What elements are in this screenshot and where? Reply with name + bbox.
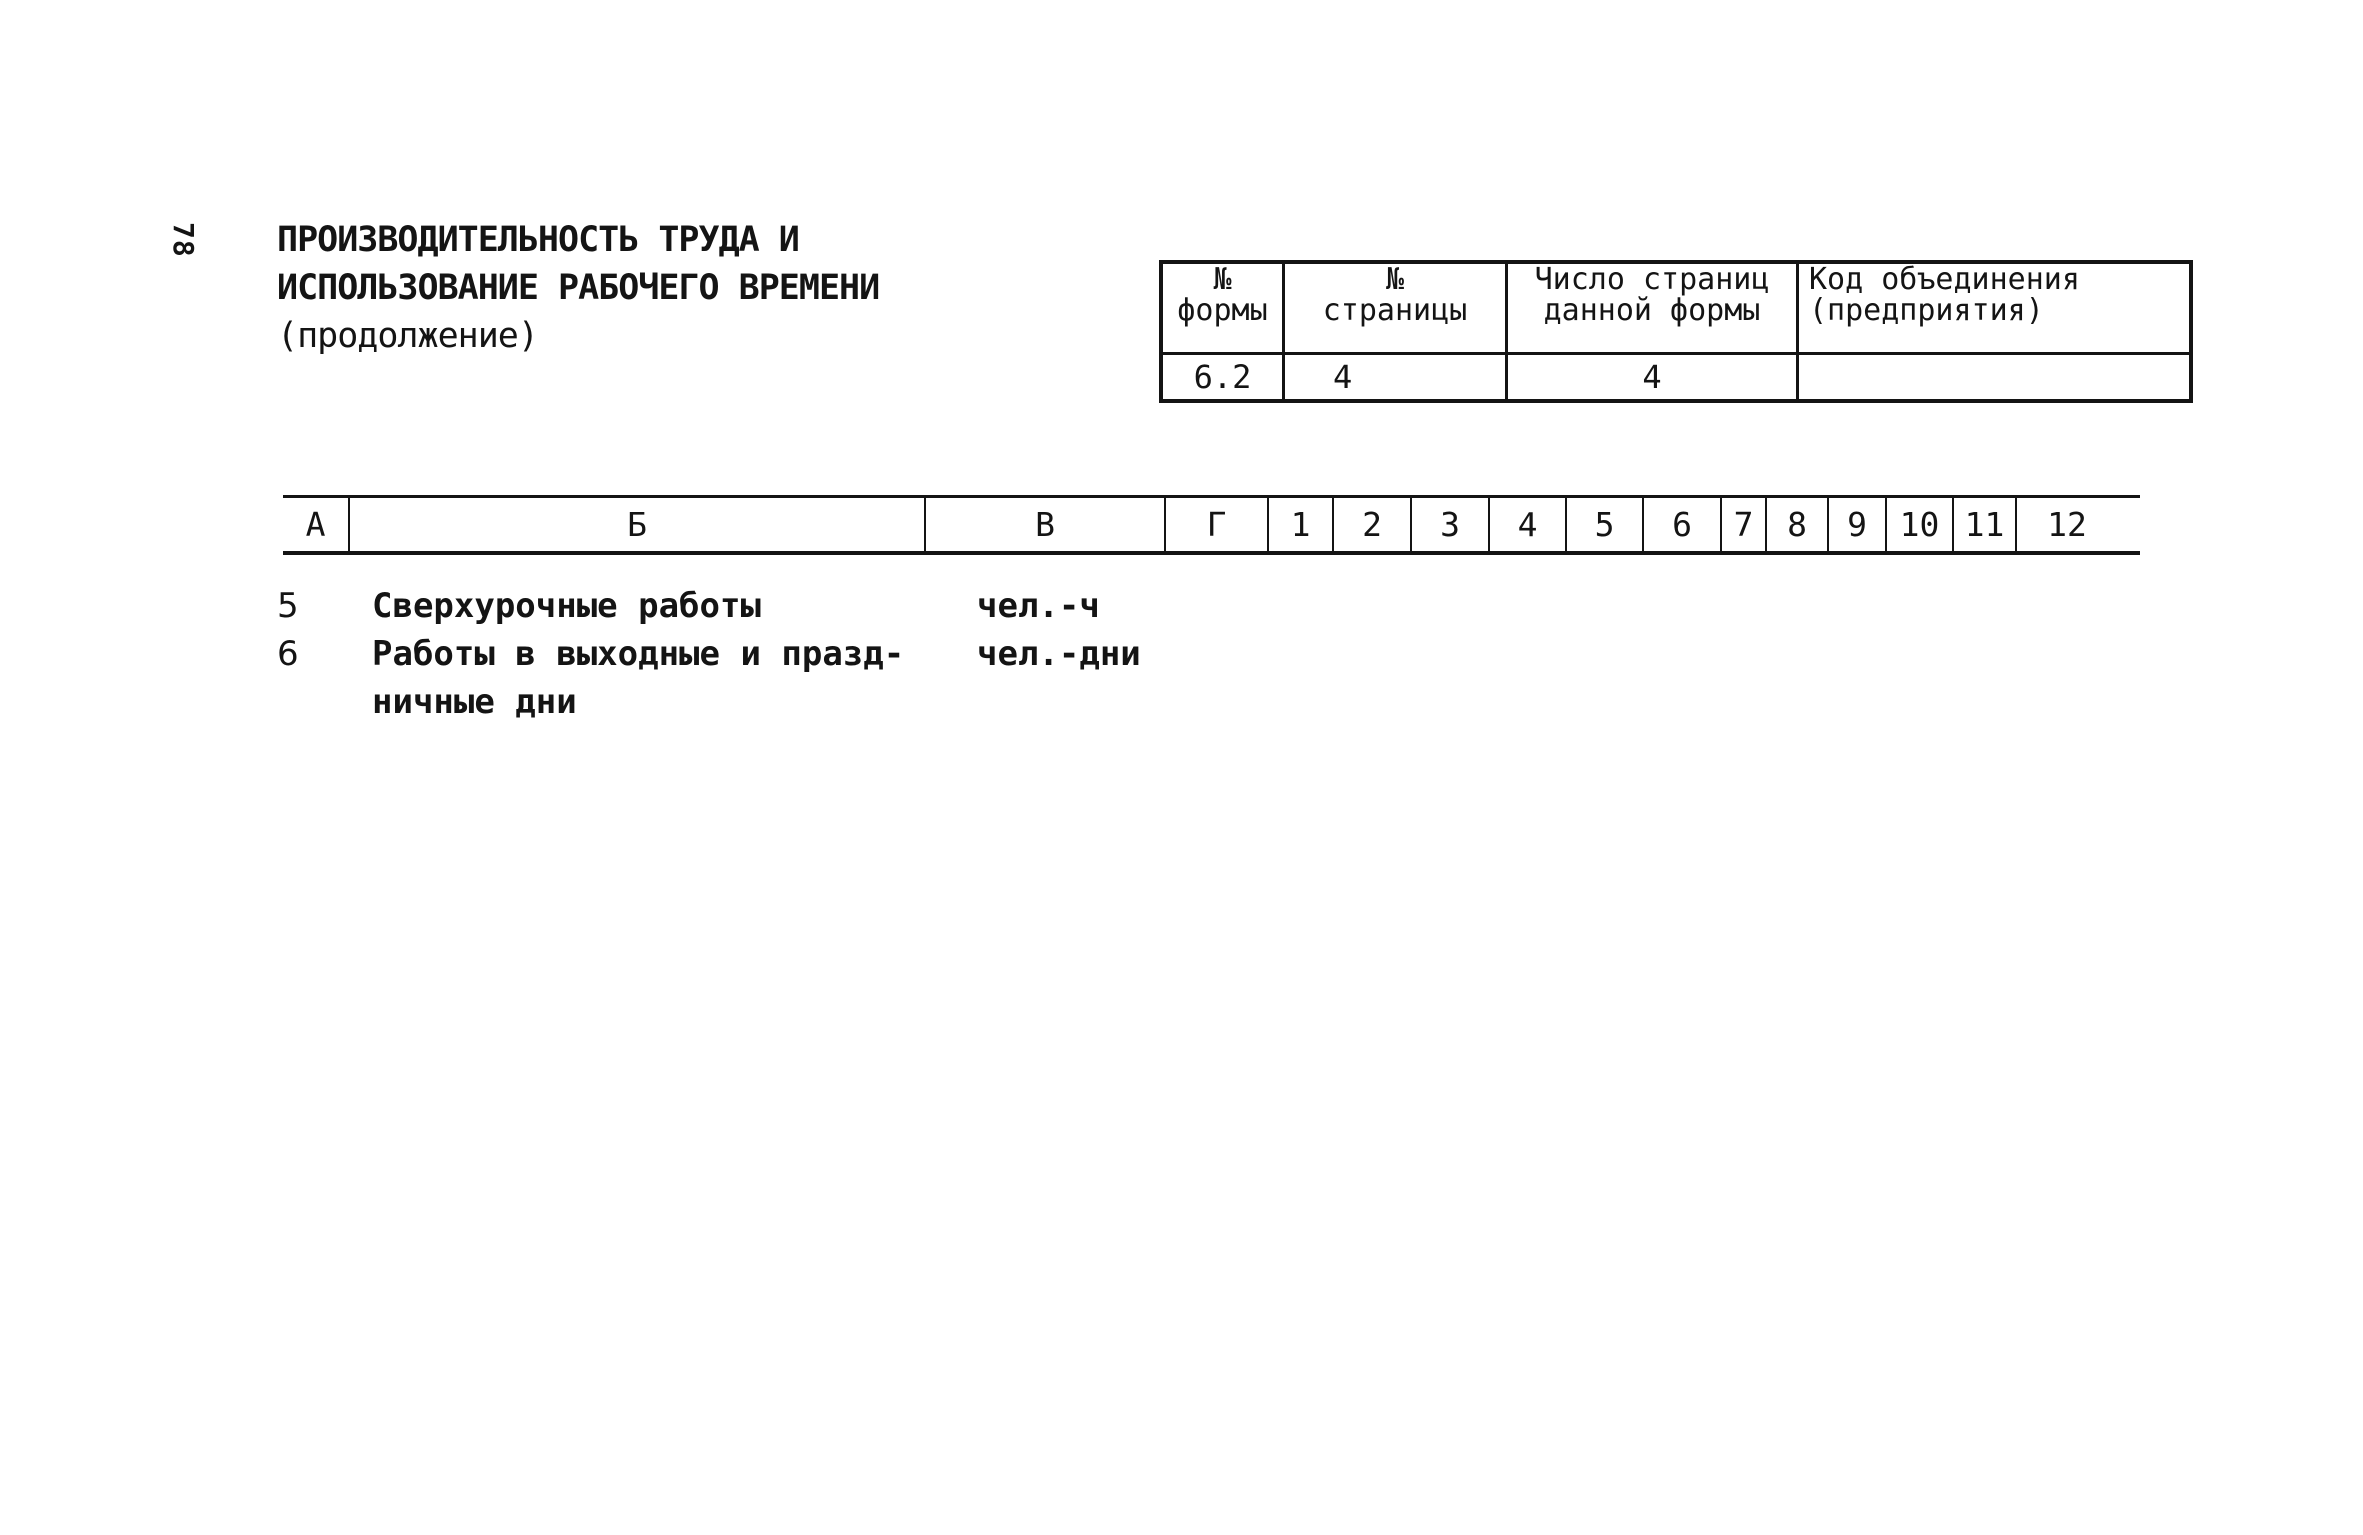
row-number: 6 bbox=[277, 634, 299, 674]
title-line-1: ПРОИЗВОДИТЕЛЬНОСТЬ ТРУДА И bbox=[277, 220, 799, 260]
form-info-value-row bbox=[1161, 354, 2191, 402]
document-title bbox=[277, 216, 879, 360]
row-indicator: Сверхурочные работы bbox=[372, 586, 761, 626]
title-line-2: ИСПОЛЬЗОВАНИЕ РАБОЧЕГО ВРЕМЕНИ bbox=[277, 268, 880, 308]
org-code-value bbox=[1798, 354, 2192, 402]
column-header: Б bbox=[350, 498, 926, 551]
column-header-band bbox=[283, 495, 2140, 555]
column-header: 11 bbox=[1954, 498, 2017, 551]
form-number-header: № формы bbox=[1161, 262, 1284, 354]
column-header: 7 bbox=[1722, 498, 1767, 551]
column-header: В bbox=[926, 498, 1166, 551]
form-info-table bbox=[1159, 260, 2193, 403]
column-header: 5 bbox=[1567, 498, 1644, 551]
page-number: 78 bbox=[167, 222, 200, 258]
row-number: 5 bbox=[277, 586, 299, 626]
column-header: 10 bbox=[1887, 498, 1954, 551]
form-info-header-row bbox=[1161, 262, 2191, 354]
page-number-value: 4 bbox=[1284, 354, 1507, 402]
column-header: Г bbox=[1166, 498, 1269, 551]
column-header: 2 bbox=[1334, 498, 1412, 551]
column-header: 9 bbox=[1829, 498, 1887, 551]
column-header: 6 bbox=[1644, 498, 1722, 551]
pages-count-header: Число страниц данной формы bbox=[1507, 262, 1798, 354]
column-header: 4 bbox=[1490, 498, 1567, 551]
column-header: 1 bbox=[1269, 498, 1334, 551]
row-unit: чел.-дни bbox=[977, 634, 1141, 674]
row-indicator: Работы в выходные и празд- bbox=[372, 634, 905, 674]
title-line-3: (продолжение) bbox=[277, 316, 538, 356]
row-indicator-continuation: ничные дни bbox=[372, 682, 577, 722]
pages-count-value: 4 bbox=[1507, 354, 1798, 402]
column-header: А bbox=[283, 498, 350, 551]
column-header: 3 bbox=[1412, 498, 1490, 551]
form-number-value: 6.2 bbox=[1161, 354, 1284, 402]
org-code-header: Код объединения (предприятия) bbox=[1798, 262, 2192, 354]
column-header: 12 bbox=[2047, 505, 2087, 544]
page-number-header: № страницы bbox=[1284, 262, 1507, 354]
row-unit: чел.-ч bbox=[977, 586, 1100, 626]
column-header: 8 bbox=[1767, 498, 1829, 551]
